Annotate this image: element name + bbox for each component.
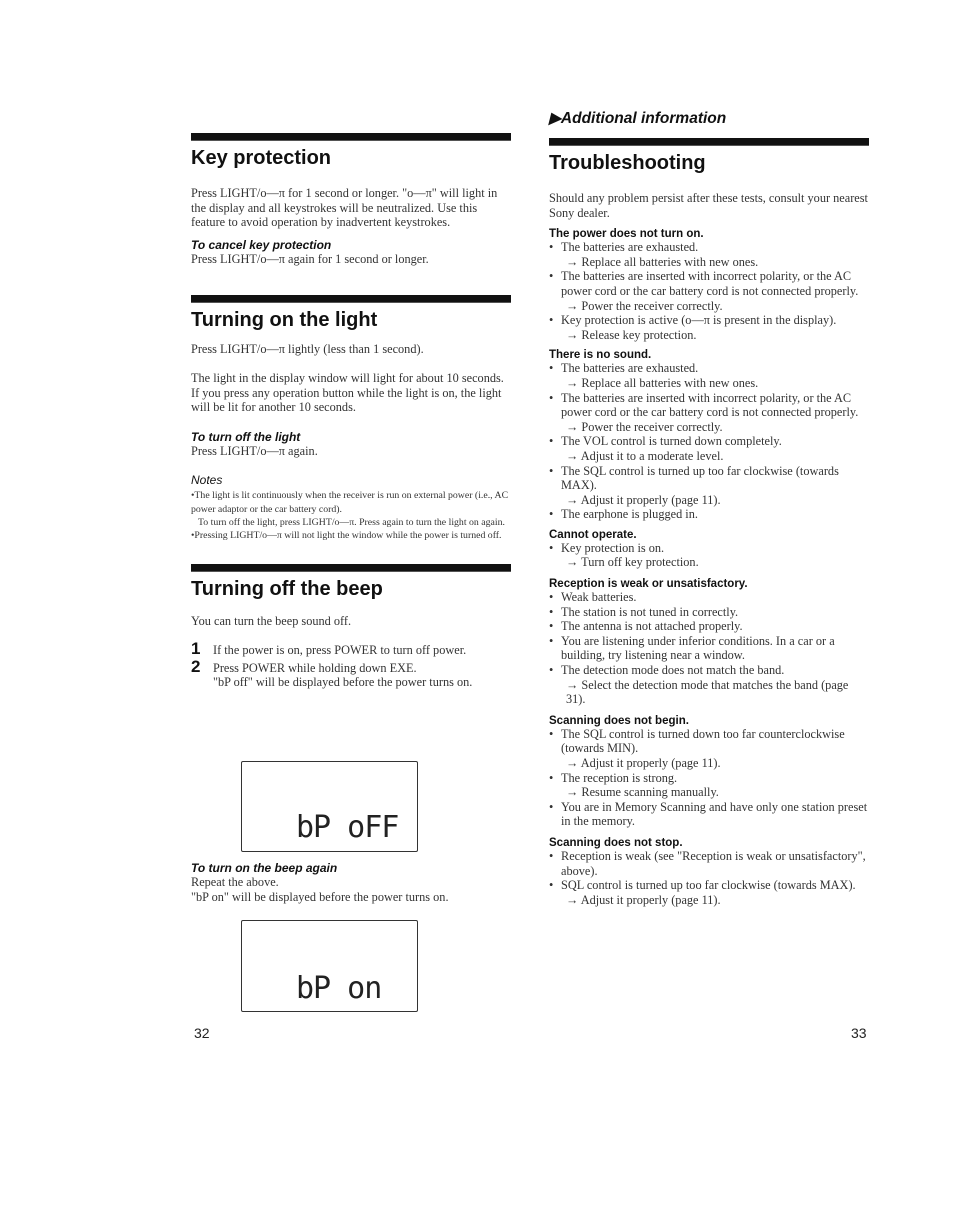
cause-text: SQL control is turned up too far clockwise (towards MAX). bbox=[561, 878, 856, 893]
section-rule bbox=[191, 564, 511, 572]
cause-item bbox=[549, 771, 869, 800]
remedy-text: → Select the detection mode that matches the band (page 31). bbox=[566, 677, 849, 707]
beep-again-body-1: Repeat the above. bbox=[191, 875, 279, 889]
cause-text: The SQL control is turned down too far counterclockwise (towards MIN). bbox=[561, 726, 845, 756]
cause-item bbox=[549, 605, 869, 620]
turning-on-light-heading: Turning on the light bbox=[191, 309, 378, 332]
remedy-text: → Replace all batteries with new ones. bbox=[566, 254, 759, 269]
bullet: • bbox=[549, 390, 554, 405]
note-2: •Pressing LIGHT/o—π will not light the window while the power is turned off. bbox=[191, 530, 502, 542]
problem-causes-list bbox=[549, 727, 869, 829]
bullet: • bbox=[549, 726, 554, 741]
bullet: • bbox=[549, 633, 554, 648]
turning-off-beep-heading: Turning off the beep bbox=[191, 577, 383, 600]
troubleshooting-groups bbox=[549, 228, 869, 907]
problem-heading: There is no sound. bbox=[549, 349, 652, 362]
lcd-display-bp-on bbox=[241, 920, 418, 1012]
cause-text: The antenna is not attached properly. bbox=[561, 619, 743, 634]
cause-text: The batteries are exhausted. bbox=[561, 361, 699, 376]
cause-item bbox=[549, 590, 869, 605]
remedy-text: → Power the receiver correctly. bbox=[566, 419, 723, 434]
cause-text: The SQL control is turned up too far clockwise (towards MAX). bbox=[561, 463, 839, 493]
remedy-text: → Resume scanning manually. bbox=[566, 785, 719, 800]
problem-heading: Scanning does not stop. bbox=[549, 836, 683, 849]
key-protection-heading: Key protection bbox=[191, 147, 332, 169]
cause-text: Key protection is on. bbox=[561, 540, 665, 555]
cause-item bbox=[549, 541, 869, 570]
light-on-p1: Press LIGHT/o—π lightly (less than 1 second). bbox=[191, 342, 424, 357]
cause-text: You are listening under inferior conditions. In a car or a building, try listening near a window. bbox=[561, 633, 835, 663]
remedy-text: → Adjust it properly (page 11). bbox=[566, 492, 721, 507]
remedy-text: → Turn off key protection. bbox=[566, 555, 699, 570]
bullet: • bbox=[549, 878, 554, 893]
cause-item bbox=[549, 878, 869, 907]
troubleshooting-heading: Troubleshooting bbox=[549, 152, 706, 174]
problem-heading: Reception is weak or unsatisfactory. bbox=[549, 578, 748, 591]
bullet: • bbox=[549, 269, 554, 284]
cause-item bbox=[549, 361, 869, 390]
cause-item bbox=[549, 507, 869, 522]
remedy-text: → Adjust it properly (page 11). bbox=[566, 892, 721, 907]
step-2-text: Press POWER while holding down EXE. bbox=[213, 660, 417, 675]
cause-item bbox=[549, 663, 869, 707]
cause-text: The batteries are exhausted. bbox=[561, 240, 699, 255]
bullet: • bbox=[549, 361, 554, 376]
bullet: • bbox=[549, 848, 554, 863]
troubleshooting-intro: Should any problem persist after these tests, consult your nearest Sony dealer. bbox=[549, 191, 868, 220]
beep-intro: You can turn the beep sound off. bbox=[191, 613, 352, 628]
bullet: • bbox=[549, 313, 554, 328]
bullet: • bbox=[549, 507, 554, 522]
problem-heading: The power does not turn on. bbox=[549, 228, 704, 241]
cause-item bbox=[549, 240, 869, 269]
note-1: •The light is lit continuously when the receiver is run on external power (i.e., AC power adaptor or the car battery cord). bbox=[191, 490, 509, 515]
problem-causes-list bbox=[549, 240, 869, 342]
cause-text: The batteries are inserted with incorrect polarity, or the AC power cord or the car battery cord is not connected properly. bbox=[561, 269, 859, 298]
left-column bbox=[191, 133, 511, 690]
bullet: • bbox=[549, 434, 554, 449]
cause-item bbox=[549, 619, 869, 634]
step-2 bbox=[191, 656, 511, 676]
remedy-text: → Release key protection. bbox=[566, 327, 697, 342]
section-rule bbox=[549, 138, 869, 146]
cancel-key-protection-heading: To cancel key protection bbox=[191, 237, 332, 252]
turn-off-light-heading: To turn off the light bbox=[191, 429, 301, 444]
note-1b: To turn off the light, press LIGHT/o—π. Press again to turn the light on again. bbox=[198, 516, 505, 528]
right-column bbox=[549, 109, 869, 907]
problem-heading: Cannot operate. bbox=[549, 528, 637, 541]
step-2-note: "bP off" will be displayed before the power turns on. bbox=[213, 675, 473, 690]
problem-heading: Scanning does not begin. bbox=[549, 714, 689, 727]
bullet: • bbox=[549, 619, 554, 634]
cause-item bbox=[549, 313, 869, 342]
bullet: • bbox=[549, 663, 554, 678]
lcd-display-bp-off bbox=[241, 761, 418, 852]
bullet: • bbox=[549, 604, 554, 619]
cause-item bbox=[549, 634, 869, 663]
cause-item bbox=[549, 849, 869, 878]
page-number-right: 33 bbox=[851, 1025, 867, 1041]
additional-information-label: ▶Additional information bbox=[549, 110, 727, 127]
light-on-p3: If you press any operation button while the light is on, the light will be lit for another 10 seconds. bbox=[191, 385, 502, 415]
cause-item bbox=[549, 464, 869, 508]
bullet: • bbox=[549, 240, 554, 255]
problem-causes-list bbox=[549, 849, 869, 907]
cause-item bbox=[549, 391, 869, 435]
problem-causes-list bbox=[549, 361, 869, 522]
cause-text: Reception is weak (see "Reception is weak or unsatisfactory", above). bbox=[561, 848, 866, 878]
cause-text: The station is not tuned in correctly. bbox=[561, 604, 739, 619]
lcd-text-bp-on: bP on bbox=[296, 971, 382, 1006]
remedy-text: → Replace all batteries with new ones. bbox=[566, 375, 759, 390]
turn-off-light-body: Press LIGHT/o—π again. bbox=[191, 443, 318, 458]
bullet: • bbox=[549, 590, 554, 605]
beep-again-block bbox=[191, 861, 511, 904]
problem-causes-list bbox=[549, 590, 869, 707]
section-rule bbox=[191, 133, 511, 141]
bullet: • bbox=[549, 463, 554, 478]
cause-item bbox=[549, 727, 869, 771]
cancel-key-protection-body: Press LIGHT/o—π again for 1 second or longer. bbox=[191, 251, 429, 266]
remedy-text: → Adjust it properly (page 11). bbox=[566, 756, 721, 770]
step-1-number: 1 bbox=[191, 639, 201, 659]
key-protection-body: Press LIGHT/o—π for 1 second or longer. "o—π" will light in the display and all keystrokes will be neutralized. Use this feature to avoid operation by inadvertent keystrokes. bbox=[191, 186, 498, 230]
section-rule bbox=[191, 295, 511, 303]
cause-text: Key protection is active (o—π is present in the display). bbox=[561, 313, 837, 328]
notes-heading: Notes bbox=[191, 473, 223, 488]
remedy-text: → Power the receiver correctly. bbox=[566, 298, 723, 313]
lcd-text-bp-off: bP oFF bbox=[296, 810, 399, 845]
cause-text: The batteries are inserted with incorrect polarity, or the AC power cord or the car battery cord is not connected properly. bbox=[561, 390, 859, 420]
cause-text: The reception is strong. bbox=[561, 770, 678, 785]
step-2-number: 2 bbox=[191, 656, 201, 676]
beep-again-body-2: "bP on" will be displayed before the power turns on. bbox=[191, 889, 449, 904]
cause-text: The detection mode does not match the band. bbox=[561, 663, 785, 678]
light-on-p2: The light in the display window will light for about 10 seconds. bbox=[191, 370, 504, 385]
cause-item bbox=[549, 434, 869, 463]
cause-item bbox=[549, 800, 869, 829]
bullet: • bbox=[549, 770, 554, 785]
step-1-text: If the power is on, press POWER to turn off power. bbox=[213, 643, 467, 658]
remedy-text: → Adjust it to a moderate level. bbox=[566, 448, 724, 463]
bullet: • bbox=[549, 799, 554, 814]
cause-text: You are in Memory Scanning and have only one station preset in the memory. bbox=[561, 799, 868, 829]
problem-causes-list bbox=[549, 541, 869, 570]
turn-on-beep-again-heading: To turn on the beep again bbox=[191, 861, 338, 875]
bullet: • bbox=[549, 540, 554, 555]
cause-text: Weak batteries. bbox=[561, 590, 637, 605]
step-1 bbox=[191, 639, 511, 659]
page-number-left: 32 bbox=[194, 1025, 210, 1041]
cause-text: The VOL control is turned down completely. bbox=[561, 434, 782, 449]
cause-item bbox=[549, 269, 869, 313]
cause-text: The earphone is plugged in. bbox=[561, 507, 698, 522]
